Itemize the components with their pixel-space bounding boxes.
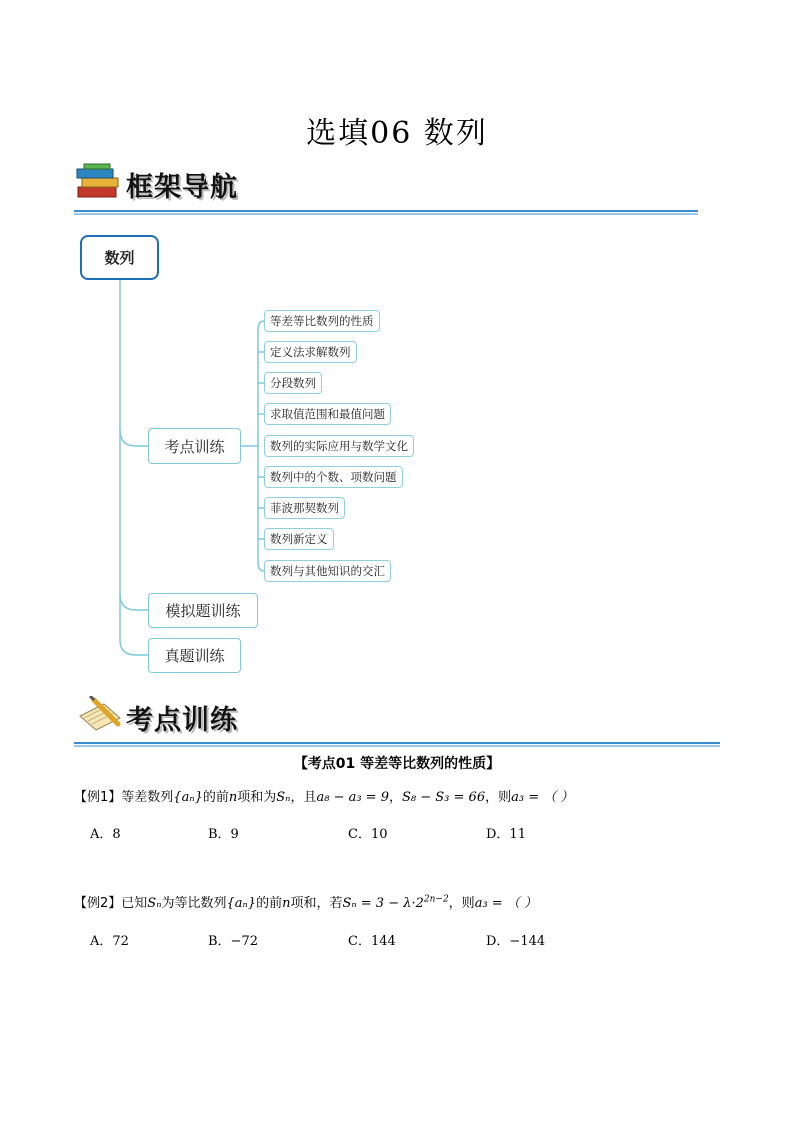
training-heading: [74, 696, 314, 736]
notebook-pencil-icon: [74, 696, 124, 734]
mindmap-leaf: 数列与其他知识的交汇: [264, 560, 391, 582]
option-c: C．144: [348, 934, 396, 949]
page-title: 选填06 数列: [306, 116, 488, 151]
mindmap-leaf: 等差等比数列的性质: [264, 310, 380, 332]
option-d: D．−144: [486, 934, 546, 949]
mindmap-leaf: 分段数列: [264, 372, 322, 394]
framework-heading-text: 框架导航: [126, 172, 238, 203]
example-2-question: 【例2】已知Sₙ为等比数列{aₙ}的前n项和，若$S_n = 3 - \lambda\cdot 2^{2n-2}$，则a₃ = （ ）: [74, 894, 537, 911]
option-a: A．72: [90, 934, 129, 949]
mindmap-leaf: 数列新定义: [264, 528, 334, 550]
example-label: 【例1】: [74, 790, 122, 805]
mindmap-root: 数列: [80, 235, 159, 280]
mindmap-leaf: 数列中的个数、项数问题: [264, 466, 403, 488]
training-heading-text: 考点训练: [126, 705, 238, 736]
option-b: B．−72: [208, 934, 258, 949]
mindmap-leaf: 定义法求解数列: [264, 341, 357, 363]
mindmap-branch-zhenti: 真题训练: [148, 638, 241, 673]
example-1-question: 【例1】等差数列{aₙ}的前n项和为Sₙ，且a₈ − a₃ = 9，S₈ − S₃ = 66，则a₃ = （ ）: [74, 790, 574, 805]
mindmap-leaf: 数列的实际应用与数学文化: [264, 435, 414, 457]
option-a: A．8: [90, 827, 121, 842]
option-c: C．10: [348, 827, 388, 842]
mindmap-leaf: 菲波那契数列: [264, 497, 345, 519]
option-b: B．9: [208, 827, 239, 842]
option-d: D．11: [486, 827, 526, 842]
example-label: 【例2】: [74, 896, 122, 911]
kaodian-title: 【考点01 等差等比数列的性质】: [293, 756, 501, 772]
mindmap-branch-kaodian: 考点训练: [148, 428, 241, 464]
section-rule: [74, 742, 720, 747]
mindmap-branch-moni: 模拟题训练: [148, 593, 258, 628]
mindmap-leaf: 求取值范围和最值问题: [264, 403, 391, 425]
